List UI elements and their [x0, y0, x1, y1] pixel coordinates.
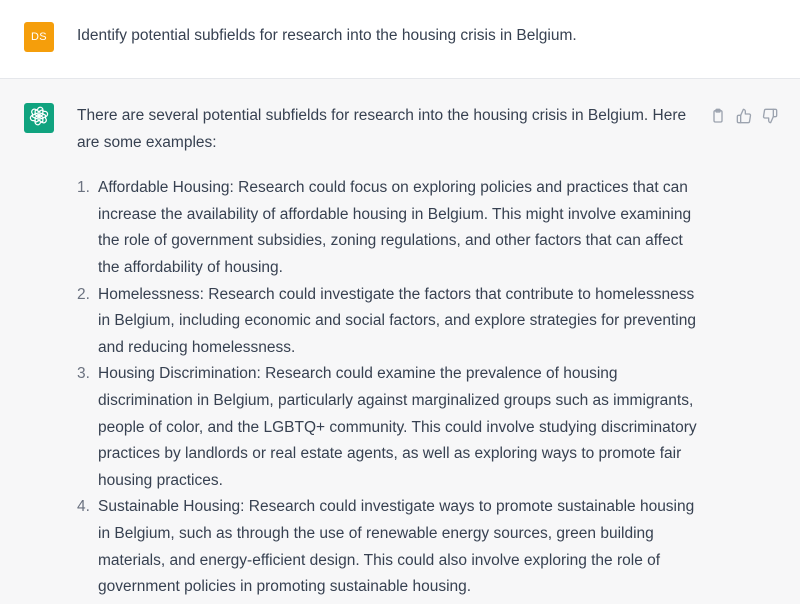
list-item-number: 4.: [77, 498, 90, 516]
user-avatar: DS: [24, 22, 54, 52]
assistant-avatar: [24, 103, 54, 133]
list-item-text: Homelessness: Research could investigate the factors that contribute to homelessness in Belgium, including economic and social factors, and explore strategies for preventing and reducing homelessness.: [98, 285, 696, 356]
answer-list: [77, 175, 702, 601]
assistant-intro: There are several potential subfields for research into the housing crisis in Belgium. Here are some examples:: [77, 107, 687, 151]
list-item-number: 2.: [77, 285, 90, 303]
message-actions: [708, 108, 780, 128]
list-item-text: Affordable Housing: Research could focus on exploring policies and practices that can increase the availability of affordable housing in Belgium. This might involve examining the role of government subsidies, zoning regulations, and other factors that can affect the affordability of housing.: [98, 179, 692, 276]
list-item: [77, 361, 702, 494]
user-message-row: [0, 0, 800, 79]
user-message-text: Identify potential subfields for research into the housing crisis in Belgium.: [77, 27, 577, 44]
thumbs-down-button[interactable]: [760, 108, 780, 128]
list-item-number: 3.: [77, 365, 90, 383]
thumbs-down-icon: [762, 108, 778, 129]
openai-logo-icon: [29, 106, 49, 131]
thumbs-up-button[interactable]: [734, 108, 754, 128]
clipboard-icon: [710, 108, 726, 129]
list-item-text: Housing Discrimination: Research could examine the prevalence of housing discrimination in Belgium, particularly against marginalized groups such as immigrants, people of color, and the LGBTQ+ community. This could involve studying discriminatory practices by landlords or real estate agents, as well as exploring ways to promote fair housing practices.: [98, 365, 697, 489]
list-item-text: Sustainable Housing: Research could investigate ways to promote sustainable housing in Belgium, such as through the use of renewable energy sources, green building materials, and energy-efficient design. This could also involve exploring the role of government policies in promoting sustainable housing.: [98, 498, 695, 596]
assistant-message-row: [0, 79, 800, 604]
thumbs-up-icon: [736, 108, 752, 129]
list-item: [77, 282, 702, 362]
list-item: [77, 175, 702, 281]
list-item: [77, 494, 702, 600]
list-item-number: 1.: [77, 179, 90, 197]
assistant-message-content: [77, 103, 702, 601]
copy-button[interactable]: [708, 108, 728, 128]
